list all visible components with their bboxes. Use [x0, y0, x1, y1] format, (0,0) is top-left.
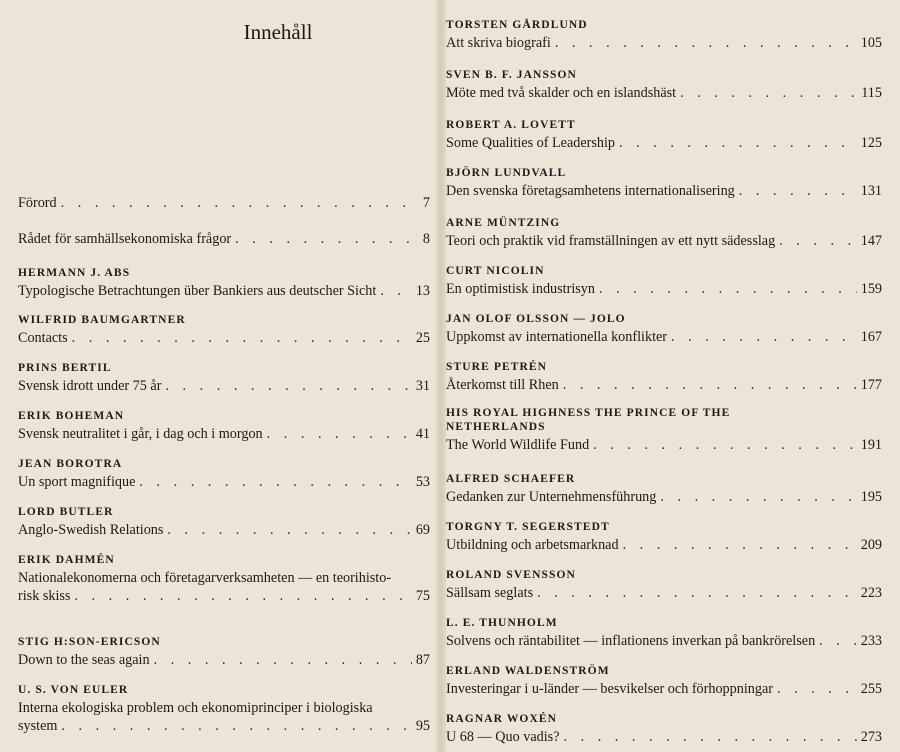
toc-entry: [18, 505, 430, 539]
toc-author: HIS ROYAL HIGHNESS THE PRINCE OF THE: [446, 407, 731, 419]
toc-line: [446, 376, 882, 394]
toc-entry: [446, 472, 882, 506]
leader-dots: [167, 521, 411, 539]
toc-line: [18, 587, 430, 605]
toc-author: SVEN B. F. JANSSON: [446, 69, 577, 81]
toc-line: [18, 230, 430, 248]
page-gutter: [436, 0, 446, 752]
leader-dots: [779, 232, 857, 250]
leader-dots: [777, 680, 857, 698]
leader-dots: [139, 473, 411, 491]
toc-entry: [446, 520, 882, 554]
page-number: 209: [860, 537, 882, 553]
leader-dots: [74, 587, 411, 605]
toc-line: [18, 425, 430, 443]
leader-dots: [619, 134, 857, 152]
toc-line: [446, 536, 882, 554]
toc-entry: [18, 266, 430, 300]
toc-author: ERLAND WALDENSTRÖM: [446, 665, 610, 677]
toc-title-line1: Nationalekonomerna och företagarverksamheten — en teorihisto-: [18, 570, 392, 586]
leader-dots: [72, 329, 412, 347]
toc-title: Svensk neutralitet i går, i dag och i morgon: [18, 426, 263, 442]
toc-title: Typologische Betrachtungen über Bankiers aus deutscher Sicht: [18, 283, 377, 299]
leader-dots: [380, 282, 411, 300]
toc-author: ROLAND SVENSSON: [446, 569, 576, 581]
leader-dots: [537, 584, 857, 602]
leader-dots: [593, 436, 857, 454]
toc-author: ERIK BOHEMAN: [18, 410, 125, 422]
toc-title: Den svenska företagsamhetens internationalisering: [446, 183, 735, 199]
toc-title: Återkomst till Rhen: [446, 377, 559, 393]
toc-entry: [446, 118, 882, 152]
toc-line: [446, 34, 882, 52]
page-number: 223: [860, 585, 882, 601]
toc-line: [18, 521, 430, 539]
toc-line: [446, 680, 882, 698]
toc-entry: [18, 194, 430, 212]
toc-author: JEAN BOROTRA: [18, 458, 123, 470]
page-number: 125: [860, 135, 882, 151]
page-number: 167: [860, 329, 882, 345]
toc-entry: [446, 264, 882, 298]
toc-title: system: [18, 718, 58, 734]
toc-line: [446, 728, 882, 746]
toc-line: [446, 232, 882, 250]
toc-author: STIG H:SON-ERICSON: [18, 636, 161, 648]
leader-dots: [680, 84, 857, 102]
toc-entry: [18, 457, 430, 491]
leader-dots: [154, 651, 412, 669]
toc-title: Gedanken zur Unternehmensführung: [446, 489, 657, 505]
toc-line: [446, 488, 882, 506]
leader-dots: [235, 230, 412, 248]
toc-title: Contacts: [18, 330, 68, 346]
page-number: 159: [860, 281, 882, 297]
toc-entry: [446, 68, 882, 102]
toc-author: LORD BUTLER: [18, 506, 114, 518]
toc-entry: [446, 712, 882, 746]
page-number: 87: [415, 652, 430, 668]
toc-author: TORSTEN GÅRDLUND: [446, 19, 588, 31]
toc-author: U. S. VON EULER: [18, 684, 129, 696]
page-number: 31: [415, 378, 430, 394]
leader-dots: [819, 632, 857, 650]
page-number: 25: [415, 330, 430, 346]
toc-entry: [446, 616, 882, 650]
toc-title: Förord: [18, 195, 57, 211]
page-number: 105: [860, 35, 882, 51]
toc-title: Sällsam seglats: [446, 585, 534, 601]
toc-author: TORGNY T. SEGERSTEDT: [446, 521, 610, 533]
toc-title: U 68 — Quo vadis?: [446, 729, 560, 745]
leader-dots: [563, 376, 857, 394]
toc-title: Svensk idrott under 75 år: [18, 378, 162, 394]
toc-line: [446, 84, 882, 102]
toc-title: Att skriva biografi: [446, 35, 551, 51]
leader-dots: [61, 194, 412, 212]
toc-title: Teori och praktik vid framställningen av ett nytt sädesslag: [446, 233, 776, 249]
page-number: 41: [415, 426, 430, 442]
leader-dots: [599, 280, 857, 298]
toc-title: En optimistisk industrisyn: [446, 281, 595, 297]
toc-title: Solvens och räntabilitet — inflationens inverkan på bankrörelsen: [446, 633, 816, 649]
leader-dots: [739, 182, 857, 200]
page-number: 75: [415, 588, 430, 604]
leader-dots: [671, 328, 857, 346]
leader-dots: [555, 34, 857, 52]
page-number: 115: [861, 85, 882, 101]
page-number: 8: [422, 231, 430, 247]
toc-author: WILFRID BAUMGARTNER: [18, 314, 186, 326]
toc-line: [446, 328, 882, 346]
leader-dots: [660, 488, 856, 506]
toc-author: ARNE MÜNTZING: [446, 217, 561, 229]
toc-title: Uppkomst av internationella konflikter: [446, 329, 668, 345]
toc-title-line1: Interna ekologiska problem och ekonomiprinciper i biologiska: [18, 700, 373, 716]
page-number: 13: [415, 283, 430, 299]
page-number: 255: [860, 681, 882, 697]
toc-author: RAGNAR WOXÉN: [446, 713, 558, 725]
leader-dots: [564, 728, 857, 746]
toc-entry: [18, 313, 430, 347]
toc-title: Down to the seas again: [18, 652, 150, 668]
page-number: 195: [860, 489, 882, 505]
toc-entry: [446, 166, 882, 200]
toc-title: Utbildning och arbetsmarknad: [446, 537, 619, 553]
toc-author: JAN OLOF OLSSON — JOLO: [446, 313, 626, 325]
toc-line: [18, 282, 430, 300]
toc-entry: [18, 635, 430, 669]
toc-entry: [18, 409, 430, 443]
toc-line: [18, 651, 430, 669]
toc-entry: [446, 216, 882, 250]
page-number: 69: [415, 522, 430, 538]
toc-author: CURT NICOLIN: [446, 265, 545, 277]
toc-entry: [446, 312, 882, 346]
toc-title: Rådet för samhällsekonomiska frågor: [18, 231, 232, 247]
toc-line: [446, 134, 882, 152]
page-number: 233: [860, 633, 882, 649]
toc-title: Un sport magnifique: [18, 474, 136, 490]
toc-line: [446, 584, 882, 602]
page-number: 53: [415, 474, 430, 490]
toc-author: L. E. THUNHOLM: [446, 617, 558, 629]
page-number: 191: [860, 437, 882, 453]
toc-title: Anglo-Swedish Relations: [18, 522, 164, 538]
toc-entry: [18, 683, 430, 735]
toc-line: [446, 182, 882, 200]
toc-line: [446, 280, 882, 298]
leader-dots: [165, 377, 411, 395]
toc-author: ROBERT A. LOVETT: [446, 119, 576, 131]
leader-dots: [623, 536, 857, 554]
toc-author: BJÖRN LUNDVALL: [446, 167, 567, 179]
page-title: Innehåll: [243, 20, 313, 44]
toc-entry: [446, 568, 882, 602]
leader-dots: [267, 425, 412, 443]
toc-author: HERMANN J. ABS: [18, 267, 131, 279]
toc-author: STURE PETRÉN: [446, 361, 548, 373]
page-number: 95: [415, 718, 430, 734]
toc-line: [18, 329, 430, 347]
toc-line: [18, 473, 430, 491]
toc-entry: [18, 553, 430, 605]
page-number: 177: [860, 377, 882, 393]
page-number: 147: [860, 233, 882, 249]
toc-author: ALFRED SCHAEFER: [446, 473, 576, 485]
leader-dots: [61, 717, 411, 735]
toc-line: [446, 632, 882, 650]
toc-title: Some Qualities of Leadership: [446, 135, 616, 151]
toc-title: risk skiss: [18, 588, 71, 604]
toc-title: Möte med två skalder och en islandshäst: [446, 85, 677, 101]
page-number: 7: [422, 195, 430, 211]
page-number: 131: [860, 183, 882, 199]
toc-line: [18, 377, 430, 395]
toc-entry: [446, 406, 882, 454]
toc-entry: [18, 361, 430, 395]
toc-line: [18, 717, 430, 735]
toc-author-line2: NETHERLANDS: [446, 421, 546, 433]
toc-author: PRINS BERTIL: [18, 362, 112, 374]
toc-author: ERIK DAHMÉN: [18, 554, 115, 566]
toc-line: [18, 194, 430, 212]
toc-entry: [446, 18, 882, 52]
toc-title: The World Wildlife Fund: [446, 437, 590, 453]
toc-entry: [18, 230, 430, 248]
toc-title: Investeringar i u-länder — besvikelser och förhoppningar: [446, 681, 773, 697]
toc-entry: [446, 664, 882, 698]
page-number: 273: [860, 729, 882, 745]
toc-entry: [446, 360, 882, 394]
toc-line: [446, 436, 882, 454]
